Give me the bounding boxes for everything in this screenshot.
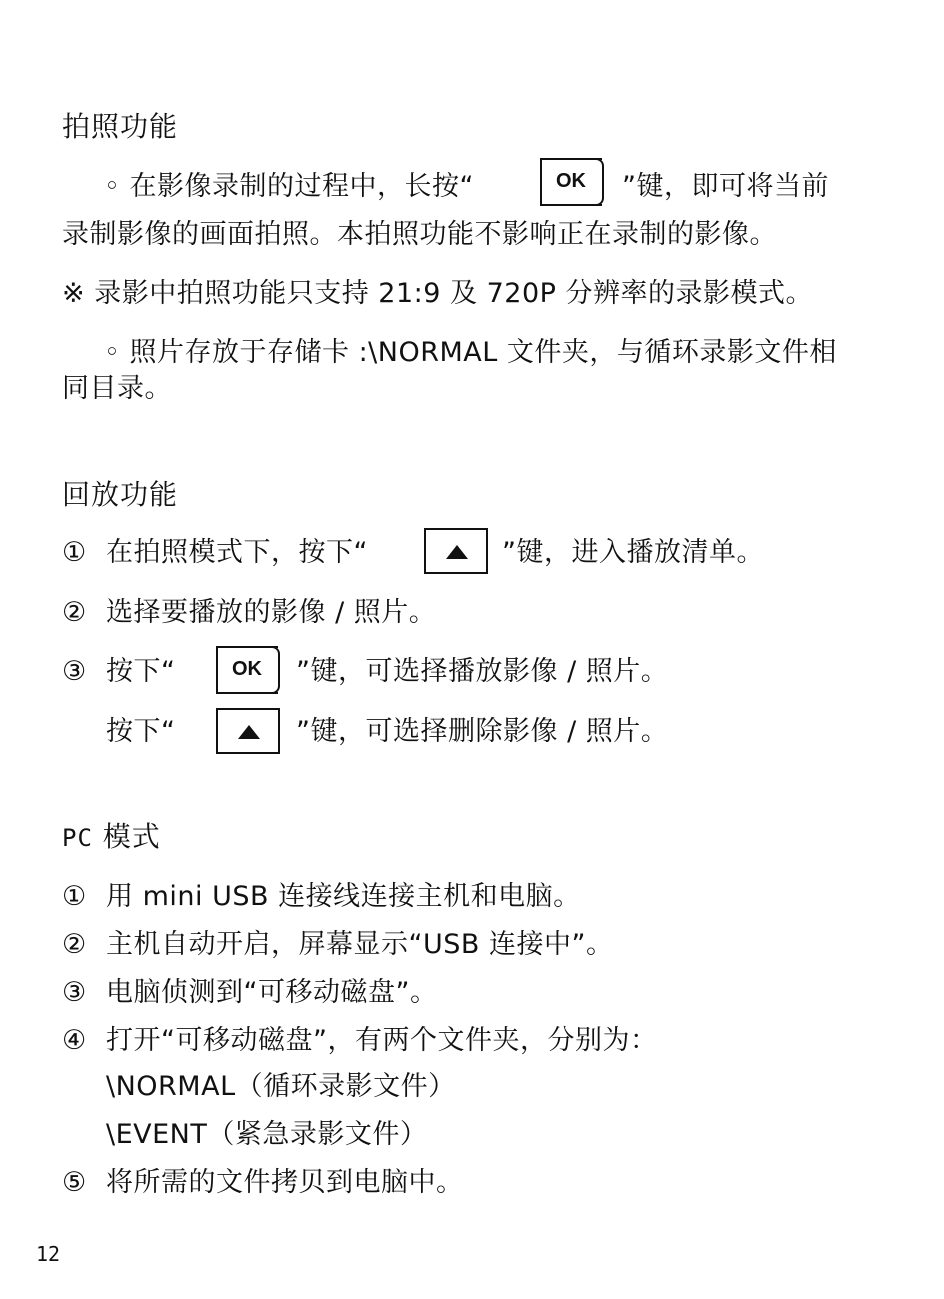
pc-step4 [62,1024,657,1058]
photo-desc-line2: 录制影像的画面拍照。本拍照功能不影响正在录制的影像。 [62,219,777,250]
pc-title-mono: PC [62,824,93,852]
pc-step-text: 主机自动开启，屏幕显示“USB 连接中”。 [106,929,614,960]
photo-storage-line2: 同目录。 [62,373,172,404]
pc-step-text: 电脑侦测到“可移动磁盘”。 [106,977,438,1008]
pc-step5-text: 将所需的文件拷贝到电脑中。 [106,1167,464,1198]
step-number: ⑤ [62,1167,87,1198]
step-number: ③ [62,656,87,687]
playback-step3c-text-a: 按下“ [106,716,176,747]
pc-step1 [62,880,581,914]
step-number: ① [62,881,87,912]
pc-folder-normal: \NORMAL（循环录影文件） [106,1071,456,1102]
playback-step3 [62,655,176,689]
up-arrow-icon [237,724,261,740]
pc-step-text: 打开“可移动磁盘”，有两个文件夹，分别为： [106,1025,658,1056]
photo-note: ※ 录影中拍照功能只支持 21:9 及 720P 分辨率的录影模式。 [62,278,813,309]
step-number: ① [62,537,87,568]
playback-step3-text-a: 按下“ [106,656,176,687]
playback-step3-text-b: ”键，可选择播放影像 / 照片。 [296,656,669,687]
pc-title-rest: 模式 [92,820,161,853]
pc-folder-event: \EVENT（紧急录影文件） [106,1119,428,1150]
step-number: ② [62,597,87,628]
pc-step3 [62,976,437,1010]
pc-step-text: 用 mini USB 连接线连接主机和电脑。 [106,881,581,912]
up-key-button [216,708,280,754]
step-number: ③ [62,977,87,1008]
up-key-button [424,528,488,574]
ok-key-label: OK [232,658,262,680]
playback-step2 [62,596,436,630]
playback-step1-text-a: 在拍照模式下，按下“ [106,537,368,568]
playback-section-title: 回放功能 [62,478,179,511]
playback-step1 [62,536,368,570]
page-number: 12 [36,1242,61,1266]
photo-section-title: 拍照功能 [62,110,179,143]
up-arrow-icon [445,544,469,560]
playback-step2-text: 选择要播放的影像 / 照片。 [106,597,437,628]
playback-step3c-text-b: ”键，可选择删除影像 / 照片。 [296,716,669,747]
ok-key-label: OK [556,170,586,192]
step-number: ② [62,929,87,960]
photo-desc-line1-b: ”键，即可将当前 [622,171,829,202]
playback-step1-text-b: ”键，进入播放清单。 [502,537,764,568]
photo-desc-line1-a: ◦ 在影像录制的过程中，长按“ [104,171,474,202]
photo-storage-line1: ◦ 照片存放于存储卡 :\NORMAL 文件夹，与循环录影文件相 [104,337,837,368]
pc-section-title [62,820,161,855]
step-number: ④ [62,1025,87,1056]
ok-key-button [216,646,278,694]
pc-step2 [62,928,613,962]
pc-step5 [62,1166,464,1200]
ok-key-button [540,158,602,206]
